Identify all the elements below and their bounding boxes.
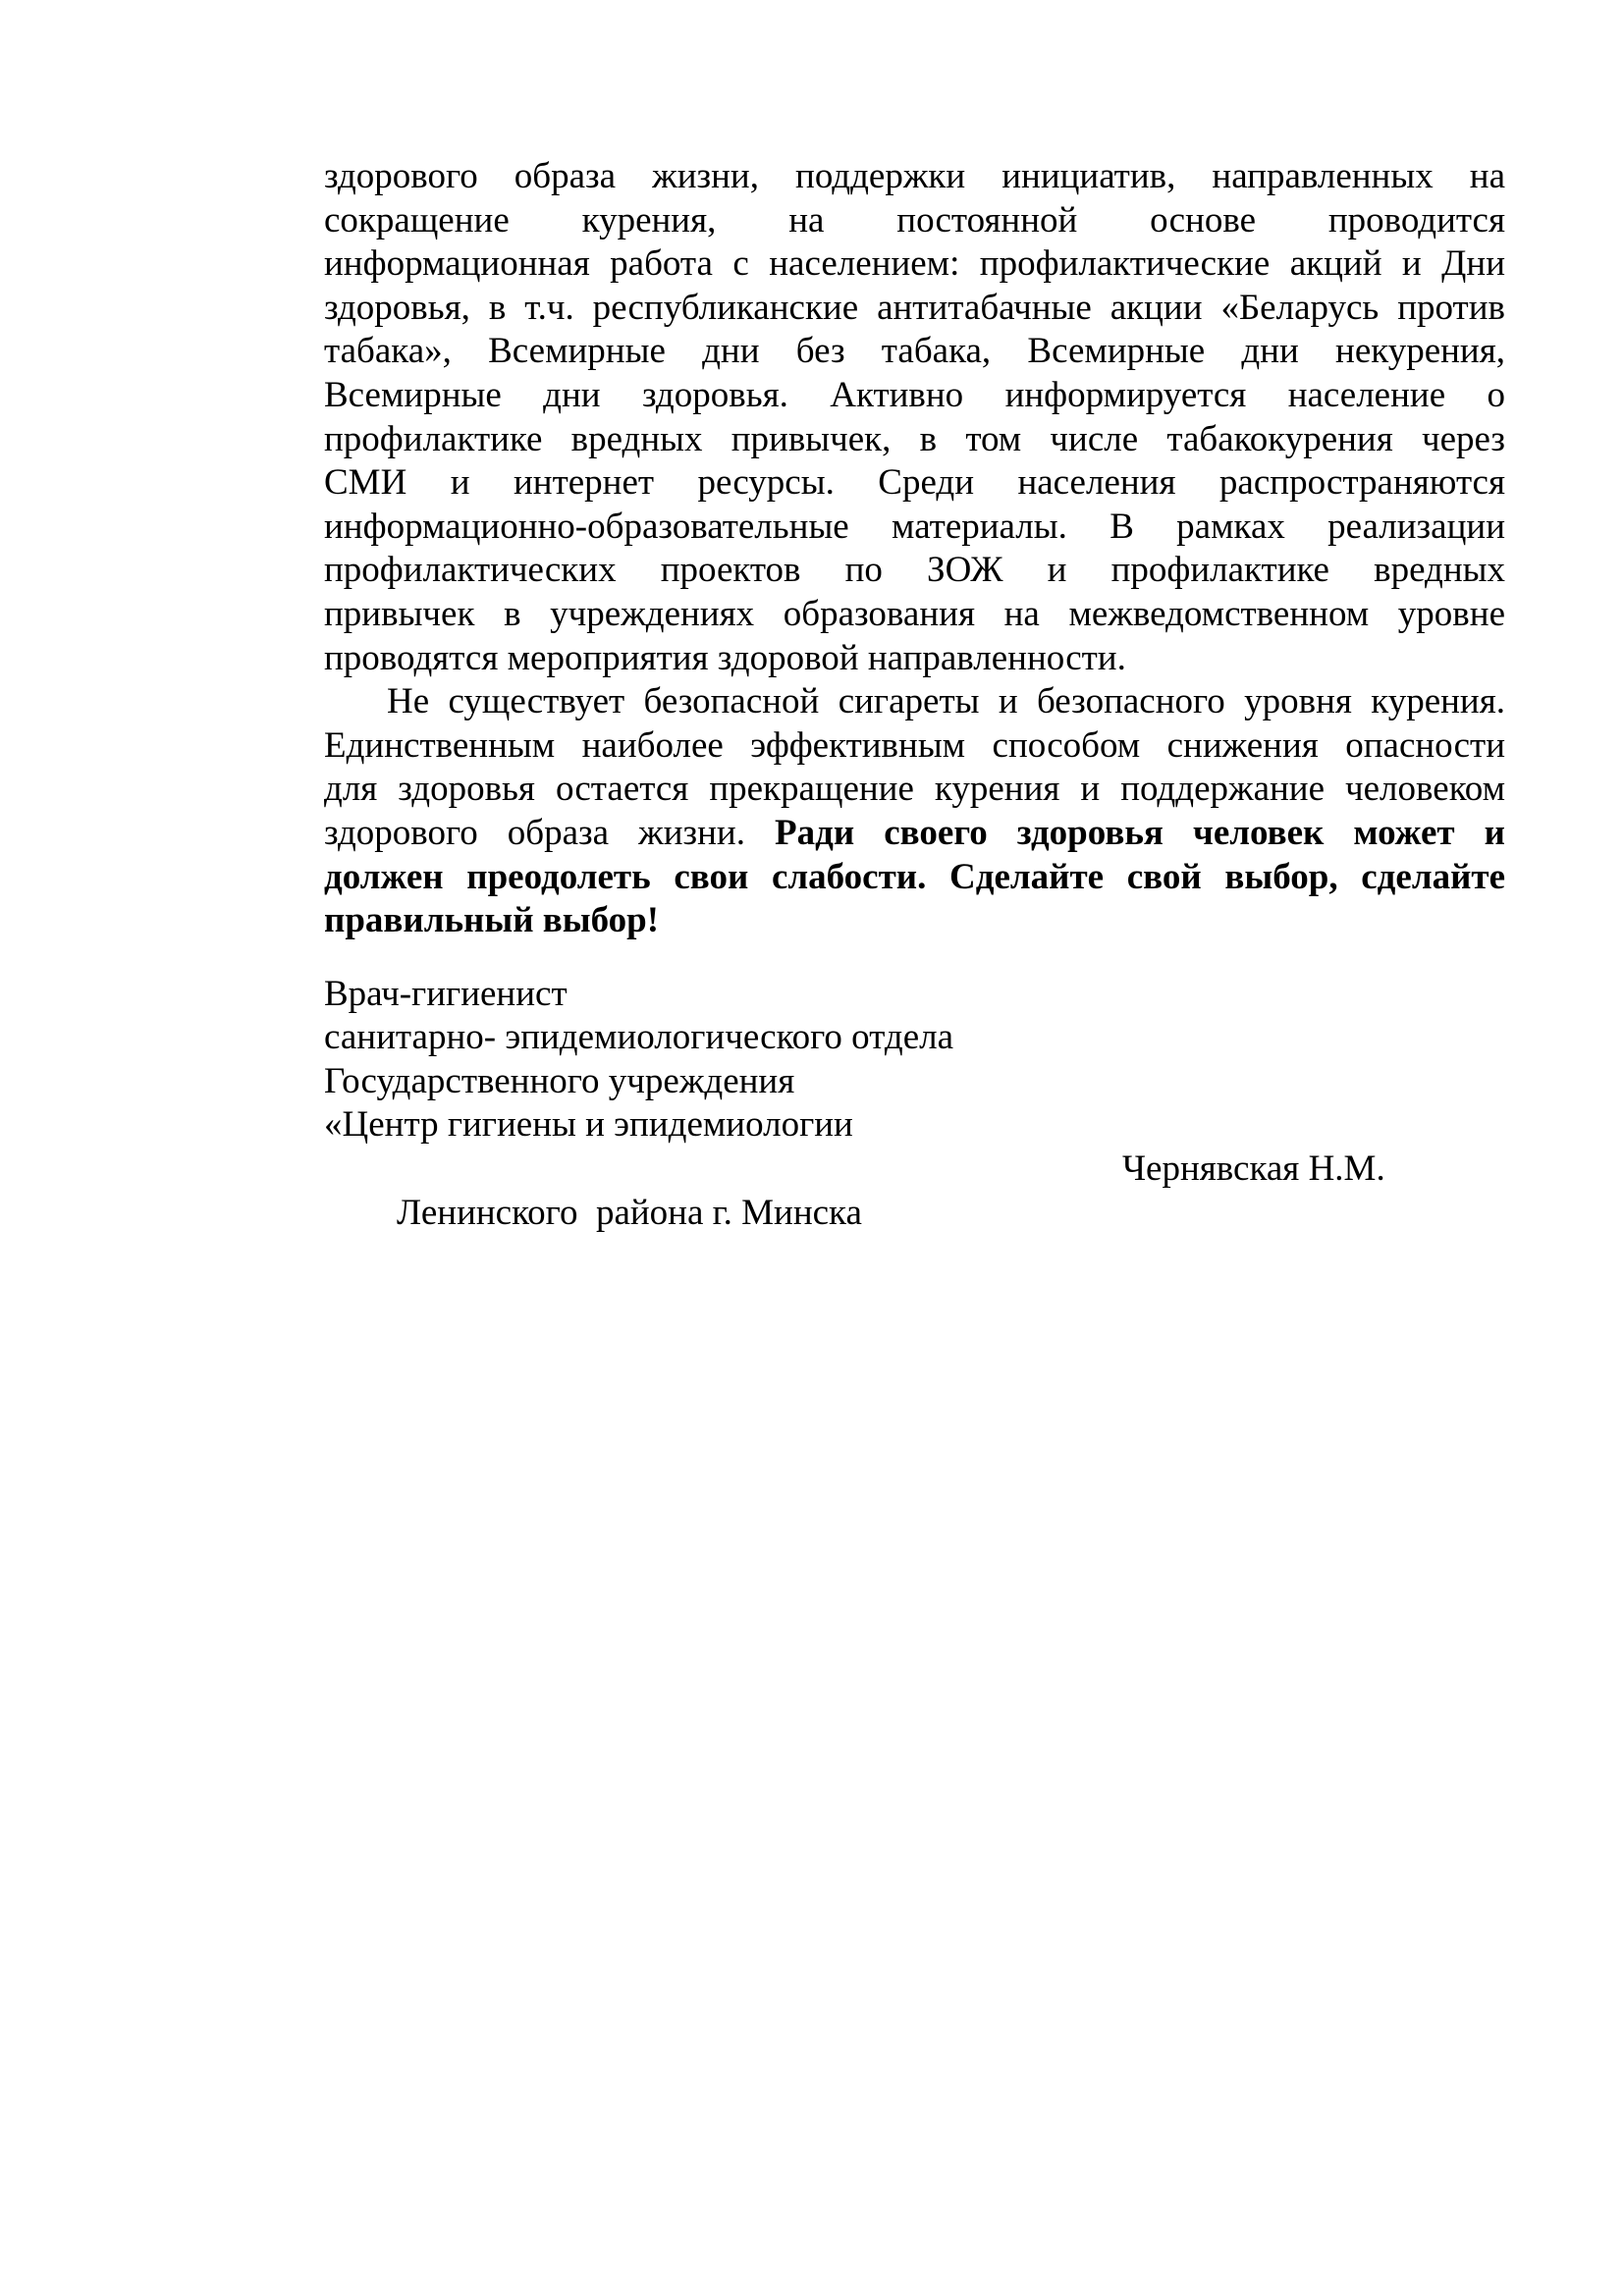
signature-position: Врач-гигиенист: [324, 973, 568, 1014]
text-line: сокращение курения, на постоянной основе проводится: [324, 199, 1505, 240]
text-line: Не существует безопасной сигареты и безопасного уровня курения.: [387, 681, 1505, 722]
text-line: табака», Всемирные дни без табака, Всемирные дни некурения,: [324, 331, 1505, 372]
paragraph-1: [324, 155, 1505, 680]
text-line: правильный выбор!: [324, 900, 660, 941]
text-line: СМИ и интернет ресурсы. Среди населения распространяются: [324, 462, 1505, 504]
text-line: проводятся мероприятия здоровой направленности.: [324, 637, 1126, 678]
text-line: здорового образа жизни, поддержки инициатив, направленных на: [324, 156, 1505, 196]
signature-district: Ленинского района г. Минска: [397, 1192, 862, 1233]
text-line: здоровья, в т.ч. республиканские антитабачные акции «Беларусь против: [324, 287, 1505, 328]
text-line: Всемирные дни здоровья. Активно информируется население о: [324, 374, 1505, 415]
text-segment-normal: здорового образа жизни.: [324, 812, 776, 853]
text-line: для здоровья остается прекращение курения и поддержание человеком: [324, 769, 1505, 810]
text-line: привычек в учреждениях образования на межведомственном уровне: [324, 593, 1505, 634]
text-segment-bold: Ради своего здоровья человек может и: [775, 812, 1505, 853]
text-line: должен преодолеть свои слабости. Сделайте свой выбор, сделайте: [324, 856, 1505, 897]
signature-row: [324, 1148, 1505, 1322]
text-line: профилактике вредных привычек, в том числе табакокурения через: [324, 418, 1505, 459]
body-text: [324, 155, 1505, 1322]
signature-block: [324, 973, 1505, 1323]
text-line: информационная работа с населением: профилактические акций и Дни: [324, 243, 1505, 285]
text-line: Единственным наиболее эффективным способом снижения опасности: [324, 724, 1505, 766]
text-line: профилактических проектов по ЗОЖ и профилактике вредных: [324, 550, 1505, 591]
paragraph-2: [324, 680, 1505, 943]
text-line-mixed: [324, 812, 1505, 856]
signature-center: «Центр гигиены и эпидемиологии: [324, 1104, 853, 1146]
signature-institution: Государственного учреждения: [324, 1060, 795, 1101]
text-line: информационно-образовательные материалы. В рамках реализации: [324, 506, 1505, 547]
signature-department: санитарно- эпидемиологического отдела: [324, 1017, 954, 1058]
signer-name: Чернявская Н.М.: [1122, 1148, 1385, 1190]
